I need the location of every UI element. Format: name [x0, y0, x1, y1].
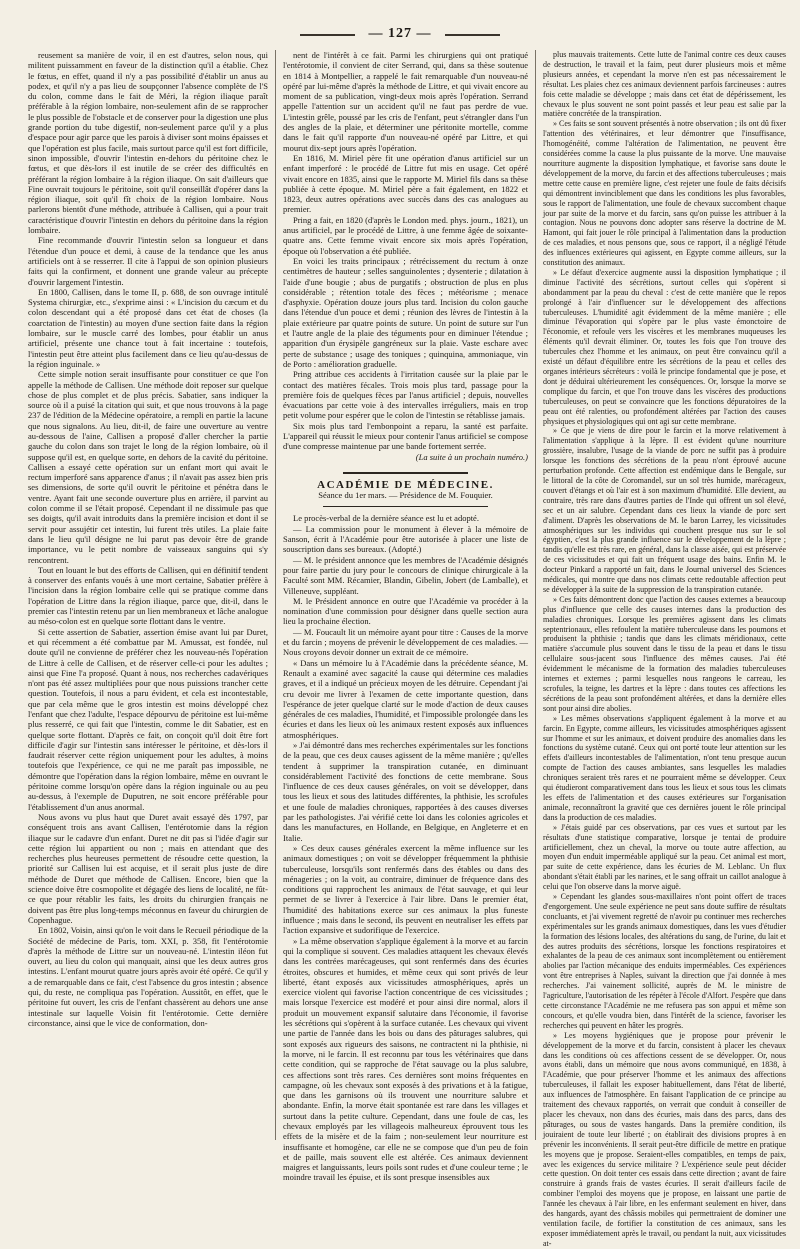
column-divider-1 [275, 50, 276, 1140]
section-title: ACADÉMIE DE MÉDECINE. [317, 478, 494, 491]
paragraph: Le procès-verbal de la dernière séance est lu et adopté. [293, 513, 479, 524]
paragraph: » Les moyens hygiéniques que je propose pour prévenir le développement de la morve et du farcin, consistent à placer les chevaux dans les conditions où ces affections cessent de se développer. Or, nous avons établi, dans un mémoire que nous avons communiqué, en 1838, à l'Académie, que pour préserver l'homme et les animaux des affections tuberculeuses, il fallait les exposer habituellement, dans l'état de liberté, aux influences de l'atmosphère. En faisant l'application de ce principe au traitement des chevaux rapportés, on verrait que conduit à conseiller de placer les chevaux, non dans des écuries, mais dans des parcs, dans des pâturages, ou sous de vastes hangards. Dans la première condition, ils jouiraient de toute leur liberté ; on établirait des divisions propres à en prévenir les inconvénients. Il serait peut-être difficile de mettre en pratique les moyens que je propose. Seraient-elles compatibles, en temps de paix, avec les exigences du service militaire ? L'expérience seule peut décider cette question. On doit tenter ces essais dans cette direction ; avant de faire construire à grands frais de vastes écuries. Il serait d'ailleurs facile de combiner l'emploi des moyens que je propose, en laissant une partie de l'année les chevaux à l'air libre, en les enfermant seulement en hiver, dans des hangards, ayant des châssis mobiles qui permettraient de dominer une ventilation facile, de fortifier la constitution de ces animaux, sans les exposer immédiatement après le travail, ou pendant la nuit, aux vicissitudes at- [543, 1030, 786, 1248]
paragraph: — M. Foucault lit un mémoire ayant pour titre : Causes de la morve et du farcin ; moyens de prévenir le développement de ces maladies. — Nous croyons devoir donner un extrait de ce mémoire. [283, 626, 528, 658]
paragraph: » Le défaut d'exercice augmente aussi la disposition lymphatique ; il diminue l'activité des sécrétions, surtout celles qui s'opèrent si abondamment par la peau du cheval : c'est de cette manière que le repos prolongé à l'air d'influencer sur le développement des affections tuberculeuses. L'humidité agit évidemment de la même manière ; elle diminue l'évaporation qui s'opère par le plus vaste émonctoire de l'économie, et refoule vers les viscères et les membranes muqueuses les éléments qu'il devrait éliminer. Or, toutes les fois que l'on trouve des tubercules chez l'homme et les animaux, on peut être convaincu qu'il a existé un défaut d'équilibre entre les sécrétions de la peau et celles des organes intérieurs sécréteurs : voilà le principe fondamental que je pose, et dont je déduirai ultérieurement les conséquences. Or, lorsque la morve se complique du farcin, et que l'on trouve dans les viscères des productions tuberculeuses, on peut se convaincre que les fonctions dépuratoires de la peau ont été ralenties, ou profondément altérées par l'action des causes physiques et physiologiques qui ont agi sur cette membrane. [543, 267, 786, 426]
column-1 [28, 50, 268, 1140]
paragraph: Pring attribue ces accidents à l'irritation causée sur la plaie par le contact des matières fécales. Trois mois plus tard, passage pour la première fois de quelques fèces par l'anus artificiel ; depuis, nouvelles évacuations par cette voie à des intervalles irréguliers, mais en trop petit volume pour espérer que le colon de l'intestin se rétablisse jamais. [283, 369, 528, 421]
paragraph: Six mois plus tard l'embonpoint a reparu, la santé est parfaite. L'appareil qui réussit le mieux pour contenir l'anus artificiel se compose d'une compresse maintenue par une bande fortement serrée. [283, 420, 528, 452]
column-3 [543, 50, 786, 1248]
paragraph: Nous avons vu plus haut que Duret avait essayé dès 1797, par conséquent trois ans avant Callisen, l'entérotomie dans la région iliaque sur le cadavre d'un enfant. Duret ne dit pas si l'idée d'agir sur cette région lui appartient ou non ; mais en attendant que des recherches plus heureuses permettent de résoudre cette question, la priorité sur Callisen lui est acquise, et il serait plus juste de dire méthode de Duret que méthode de Callisen. Encore, bien que la science doive être cosmopolite et dégagée des liens de localité, ne fût-ce que pour rétablir les faits, les droits du chirurgien français ne doivent pas être plus long-temps méconnus en faveur du chirurgien de Copenhague. [28, 811, 268, 925]
paragraph: Si cette assertion de Sabatier, assertion émise avant lui par Duret, et qui récemment a été combattue par M. Amussat, est fondée, nul doute qu'il ne convienne de préférer chez les nouveau-nés l'opération de Littre à celle de Callisen, et de réserver celle-ci pour les adultes ; ainsi que Fine l'a proposé. Quant à nous, nos recherches cadavériques n'ont pas été assez multipliées pour que nous puissions trancher cette question. Toutefois, il nous a paru évident, et cela est incontestable, que par cela même que le gros intestin est moins développé chez l'enfant que chez l'adulte, l'espace dépourvu de péritoine est lui-même plus resserré, ce qui fait que l'intestin, comme le dit Sabatier, est en quelque sorte flottant. D'après ce fait, on conçoit qu'il doit être fort difficile d'agir sur l'intestin sans intéresser le péritoine, et dès-lors il faudrait réserver cette région uniquement pour les adultes, à moins toutefois que l'expérience, ce qui ne me paraît pas impossible, ne démontre que l'opération dans la région lombaire, même en ouvrant le péritoine comme lorsqu'on opère dans la région inguinale ou au peu au-dessus, à l'exemple de Duputren, ne soit encore préférable pour l'établissement d'un anus anormal. [28, 626, 268, 812]
page-header [0, 20, 800, 46]
paragraph: » Cependant les glandes sous-maxillaires n'ont point offert de traces d'engorgement. Une seule expérience ne peut sans doute suffire de résultats concluants, et j'ai vivement regretté de n'avoir pu continuer mes recherches expérimentales sur les grands animaux domestiques, dans les vues d'étudier la formation des lésions locales, des altérations du sang, de l'urine, du lait et des autres produits des sécrétions, lorsque les fonctions respiratoires et exhalantes de la peau de ces animaux sont incomplètement ou entièrement abolies par l'action mécanique des enduits imperméables. Ces expériences vont être entreprises à Naples, suivant la direction que j'ai donnée à mes recherches. J'ai vainement sollicité, auprès de M. le ministre de l'agriculture, l'autorisation de les répéter à l'école d'Alfort. J'espère que dans cette circonstance l'Académie ne me refusera pas son appui et même son concours, et qu'elle voudra bien, dans l'intérêt de la science, favoriser les recherches qui peuvent en hâter les progrès. [543, 892, 786, 1030]
column-2 [283, 50, 528, 1183]
paragraph: » Ces faits se sont souvent présentés à notre observation ; ils ont dû fixer l'attention des vétérinaires, et leur démontrer que l'insuffisance, l'homogénéité, comme l'altération de l'alimentation, ne peuvent être considérées comme la cause la plus puissante de la morve. Une mauvaise nourriture augmente la disposition lymphatique, et favorise sans doute le développement de la morve, du farcin et des affections tuberculeuses ; mais mettre cette cause en première ligne, c'est rejeter une foule de faits décisifs qui démontrent invinciblement que dans les conditions les plus favorables, sous le rapport de l'alimentation, une foule de chevaux succombent chaque jour par suite de la morve et du farcin, sans qu'on puisse les attribuer à la contagion. Nous ne pouvons donc adopter sans réserve la doctrine de M. Hamont, qui fait jouer le rôle principal à l'alimentation dans la production de ces maladies, et nous pensons que, sous ce rapport, il a négligé l'étude des influences extérieures qui agissent, en Egypte comme ailleurs, sur la constitution des animaux. [543, 119, 786, 268]
paragraph: plus mauvais traitements. Cette lutte de l'animal contre ces deux causes de destruction, le travail et la faim, peut durer plusieurs mois et même plusieurs années, et cependant la morve n'en est pas nécessairement le résultat. Les plaies chez ces animaux deviennent parfois farcineuses : autres fois cette maladie se développe ; mais dans cet état de dépérissement, les chevaux le plus souvent ne sont point passés et leur peau est salie par la matière concrétée de la transpiration. [543, 50, 786, 119]
section-rule-top [343, 472, 468, 474]
paragraph: En 1816, M. Miriel père fit une opération d'anus artificiel sur un enfant imperforé : le procédé de Littre fut mis en usage. Cet opéré vivait encore en 1835, ainsi que le rapporte M. Miriel fils dans sa thèse publiée à cette époque. M. Miriel père a fait également, en 1822 et 1823, deux autres opérations avec succès dans des cas analogues au premier. [283, 152, 528, 215]
header-rule-left [300, 34, 355, 36]
paragraph: « Dans un mémoire lu à l'Académie dans la précédente séance, M. Renault a examiné avec sagacité la cause qui détermine ces maladies graves, et il a indiqué un précieux moyen de les détruire. Cependant j'ai cru devoir me livrer à l'examen de cette importante question, dans l'espérance de jeter quelque clarté sur le mode d'action de deux causes générales de ces maladies, l'humidité, et l'impossible prolongée dans les écuries et dans les lieux où les animaux restent exposés aux influences atmosphériques. [283, 657, 528, 740]
session-line: Séance du 1er mars. — Présidence de M. Fouquier. [318, 490, 493, 501]
paragraph: » Ces faits démontrent donc que l'action des causes externes a beaucoup plus d'influence que celle des causes internes dans la production des maladies chroniques. Lorsque les premières agissent dans les climats septentrionaux, elles refoulent la matière tuberculeuse dans les poumons et produisent la phthisie ; tandis que dans les climats méridionaux, cette matière s'accumule plus souvent dans le tissu de la peau et dans le tissu cellulaire sous-jacent sous l'influence des mêmes causes. J'ai été évidemment le mécanisme de la formation des maladies tuberculeuses internes et externes ; parmi lesquelles nous rangeons le carreau, les scrofules, la teigne, les dartres et la lèpre : dans toutes ces affections les sécrétions de la peau sont profondément altérées, et dans la dernière elles sont pour ainsi dire abolies. [543, 594, 786, 713]
page-number: — 127 — [368, 26, 432, 41]
continuation-note: (La suite à un prochain numéro.) [415, 451, 528, 462]
paragraph: — M. le président annonce que les membres de l'Académie désignés pour faire partie du jury pour le concours de clinique chirurgicale à la Faculté sont MM. Récamier, Blandin, Gibelin, Jobert (de Lamballe), et Villeneuve, suppléant. [283, 554, 528, 596]
paragraph: En 1802, Voisin, ainsi qu'on le voit dans le Recueil périodique de la Société de médecine de Paris, tom. XXI, p. 358, fit l'entérotomie d'après la méthode de Littre sur un nouveau-né. L'intestin iléon fut ouvert, au lieu du colon qui manquait, ainsi que les deux autres gros intestins. L'enfant mourut quatre jours après avoir été opéré. Ce qu'il y a de remarquable dans ce fait, c'est l'absence du gros intestin ; absence qui, du reste, ne compliqua pas l'opération. Aussitôt, en effet, que le péritoine fut ouvert, les cris de l'enfant chassèrent au dehors une anse intestinale sur laquelle Voisin fit l'entérotomie. Cette dernière circonstance, ainsi que le vice de conformation, don- [28, 925, 268, 1028]
paragraph: Pring a fait, en 1820 (d'après le London med. phys. journ., 1821), un anus artificiel, par le procédé de Littre, à une femme âgée de soixante-quatre ans. Cette femme vivait encore six mois après l'opération, époque où l'observation a été publiée. [283, 214, 528, 256]
paragraph: reusement sa manière de voir, il en est d'autres, selon nous, qui militent puissamment en faveur de la distinction qu'il a établie. Chez le fœtus, en effet, quand il n'y a pas possibilité d'établir un anus au podex, et qu'il n'y a pas lieu de soupçonner l'absence complète de l'S du colon, comme dans le fait de Méri, la région iliaque paraît préférable à la région lombaire, non-seulement afin de se rapprocher le plus possible de l'obstacle et de conserver pour la digestion une plus grande portion du tube digestif, non-seulement parce qu'il y a plus d'espace pour agir parce que les parois à diviser sont moins épaisses et que l'opération est plus facile, mais surtout parce qu'il est fort difficile, sinon impossible, d'ouvrir l'intestin en-dehors du péritoine chez le fœtus, et que dès-lors il est inutile de se créer des difficultés en préférant la région lombaire à la région iliaque. On sait d'ailleurs que Fine ouvrait toujours le péritoine, soit qu'il conseillât d'opérer dans la région iliaque, soit qu'il fît choix de la région lombaire. Nous parlerons bientôt d'une méthode, attribuée à Callisen, qui a pour trait caractéristique d'ouvrir l'intestin en dehors du péritoine dans la région lombaire. [28, 50, 268, 236]
paragraph: » La même observation s'applique également à la morve et au farcin qui la complique si souvent. Ces maladies attaquent les chevaux élevés dans les contrées marécageuses, qui sont renfermés dans des écuries étroites, obscures et humides, et même ceux qui sont privés de leur liberté, étant exposés aux vicissitudes atmosphériques, après un exercice violent qui favorise l'action concentrique de ces vicissitudes ; mais lorsque l'exercice est modéré et pour ainsi dire normal, alors il produit un mouvement expansif salutaire dans l'économie, il favorise les sécrétions qui s'opèrent à la surface cutanée. Les chevaux qui vivent une partie de l'année dans les bois ou dans des pâturages salubres, qui sont exposés aux rigueurs des saisons, ne contractent ni la phthisie, ni la morve, ni le farcin. Il est reconnu par tous les vétérinaires que dans cette condition, qui se rapproche de l'état sauvage ou la plus salubre, ces affections sont très rares. Ces dernières sont moins fréquentes en campagne, où les chevaux sont exposés à des privations et à la fatigue, que dans les garnisons où ils trouvent une nourriture salubre et abondante. Enfin, la morve était spontanée est rare dans les villages et surtout dans la petite culture. Cependant, dans une foule de cas, les chevaux employés par les villageois malheureux éprouvent tous les effets de la misère et de la faim ; non-seulement leur nourriture est insuffisante et homogène, car elle ne se compose que d'un peu de foin et de paille, mais souvent elle est altérée. Ces animaux deviennent maigres et languissants, leurs poils sont rudes et d'une couleur terne ; le moindre travail les épuise, et ils sont presque insensibles aux [283, 935, 528, 1183]
column-divider-2 [535, 50, 536, 1140]
paragraph: En voici les traits principaux ; rétrécissement du rectum à onze centimètres de hauteur ; selles sanguinolentes ; dysenterie ; dilatation à l'aide d'une bougie ; abus de purgatifs ; obstruction de plus en plus considérable ; rétention totale des fèces ; météorisme ; menace d'asphyxie. Opération douze jours plus tard. Incision du colon gauche dans l'étendue d'un pouce et demi ; réunion des lèvres de l'intestin à la plaie extérieure par quatre points de suture. Un point de suture sur l'un et l'autre angle de la plaie des téguments pour en diminuer l'étendue ; apparition d'un érysipèle gangréneux sur la plaie. Vaste eschare avec perte de substance ; usage des toniques ; quinquina, ammoniaque, vin de Porto : amélioration graduelle. [283, 255, 528, 369]
paragraph: M. le Président annonce en outre que l'Académie va procéder à la nomination d'une commission pour désigner dans quelle section aura lieu la prochaine élection. [283, 595, 528, 627]
paragraph: En 1800, Callisen, dans le tome II, p. 688, de son ouvrage intitulé Systema chirurgiæ, etc., s'exprime ainsi : « L'incision du cæcum et du colon descendant qui a été proposé dans cet état de choses (la coarctation de l'intestin) au moyen d'une section faite dans la région lombaire, sur le muscle carré des lombes, pour établir un anus artificiel, présente une chance tout à fait incertaine : toutefois, l'intestin peut être atteint plus facilement dans ce lieu qu'au-dessus de la région inguinale. » [28, 286, 268, 369]
header-rule-right [445, 34, 500, 36]
paragraph: — La commission pour le monument à élever à la mémoire de Sanson, écrit à l'Académie pour être autorisée à placer une liste de souscription dans ses bureaux. (Adopté.) [283, 523, 528, 555]
paragraph: » Ces deux causes générales exercent la même influence sur les animaux domestiques ; on voit se développer fréquemment la phthisie tuberculeuse, lorsqu'ils sont renfermés dans des étables ou dans des ménageries ; on la voit, au contraire, diminuer de fréquence dans des conditions qui rapprochent les animaux de l'état sauvage, et qui leur permet de se livrer à l'exercice à l'air libre. Dans le premier état, l'humidité des habitations exerce sur ces animaux la plus funeste influence ; mais dans le second, ils peuvent en neutraliser les effets par l'action expansive et sudorifique de l'exercice. [283, 842, 528, 936]
paragraph: » Ce que je viens de dire pour le farcin et la morve relativement à l'alimentation s'applique à la lèpre. Il est évident qu'une nourriture grossière, insalubre, l'usage de la viande de porc ne suffit pas à produire lorsque les fonctions des sécrétions de la peau n'ont éprouvé aucune perturbation profonde. Cette affection est endémique dans le Bengale, sur le littoral de la côte de Coromandel, sur un sol très humide, marécageux, couvert d'étangs et où l'air est à son maximum d'humidité. Elle devient, au contraire, très rare dans d'autres parties de l'Inde qui offrent un sol élevé, sec et un air salubre. Cependant dans ces lieux la viande de porc sert d'aliment. D'après les observations de M. le baron Larrey, les vicissitudes atmosphériques sur les individus qui couchent presque nus sur le sol égyptien, c'est la plus grande influence sur le développement de la lèpre ; tandis qu'elle est très rare, en général, dans la classe aisée, qui est préservée de ces vicissitudes et qui fait un fréquent usage des bains. Enfin M. le docteur Pinkard a rapporté un fait, dans le Journal universel des Sciences médicales, qui montre que dans nos climats cette redoutable affection peut se développer à la suite de la suppression de la transpiration cutanée. [543, 426, 786, 594]
paragraph: Fine recommande d'ouvrir l'intestin selon sa longueur et dans l'étendue d'un pouce et demi, à cause de la tendance que les anus artificiels ont à se resserrer. Il cite à l'appui de son opinion plusieurs faits qui la confirment, et donnent une grande valeur au précepte d'ouvrir largement l'intestin. [28, 235, 268, 287]
paragraph: » J'ai démontré dans mes recherches expérimentales sur les fonctions de la peau, que ces deux causes agissent de la même manière ; qu'elles tendent à supprimer la transpiration cutanée, en diminuant considérablement l'activité des fonctions de cette membrane. Sous l'influence de ces deux causes générales, on voit se développer, dans tous les lieux et sous des latitudes différentes, la phthisie, les scrofules et une foule de maladies chroniques, rapportées à des causes diverses par les pathologistes. J'ai vérifié cette loi dans les colonies agricoles et dans les manufactures, en Hollande, en Belgique, en Angleterre et en Italie. [283, 740, 528, 843]
paragraph: Tout en louant le but des efforts de Callisen, qui en définitif tendent à conserver des enfants voués à une mort certaine, Sabatier préfère à l'incision dans la région lombaire celle qui se pratique comme dans l'opération de Littre dans la région iliaque, parce que, dit-il, dans le premier cas l'intestin retenu par un lien membraneux et lâche analogue au méso-colon est en quelque sorte flottant dans le ventre. [28, 564, 268, 627]
paragraph: nent de l'intérêt à ce fait. Parmi les chirurgiens qui ont pratiqué l'entérotomie, il convient de citer Serrand, qui, dans sa thèse soutenue en 1814 à Montpellier, a rappelé le fait remarquable d'un nouveau-né opéré par lui-même d'après la méthode de Littre, et qui vivait encore au moment de sa publication, vingt-deux mois après l'opération. Serrand appelle l'attention sur un accident qu'il ne faut pas perdre de vue. L'intestin grêle, poussé par les cris de l'enfant, peut s'étrangler dans l'un des angles de la plaie, et déterminer une péritonite mortelle, comme dans le fait qu'il rapporte d'un nouveau-né opéré par Littre, et qui mourut dix-sept jours après l'opération. [283, 50, 528, 153]
paragraph: » J'étais guidé par ces observations, par ces vues et surtout par les résultats d'une statistique comparative, lorsque je tentai de produire artificiellement, chez un cheval, la morve ou toute autre affection, au moyen d'un enduit imperméable appliqué sur la peau. Cet animal est mort, par suite de cette expérience, dans les écuries de M. Leblanc. Un flux abondant s'était établi par les narines, et le sang offrait un caillot analogue à celui que l'on observe dans la morve aiguë. [543, 822, 786, 892]
section-rule-bottom [323, 506, 488, 507]
paragraph: » Les mêmes observations s'appliquent également à la morve et au farcin. En Egypte, comme ailleurs, les vicissitudes atmosphériques agissent sur l'homme et sur les animaux, et doivent produire des anomalies dans les fonctions du système cutané. Ceux qui ont porté toute leur attention sur les effets d'ailleurs incontestables de l'alimentation, n'ont tenu presque aucun compte de l'action des causes ambiantes, sans lesquelles les maladies chroniques seraient très rares et ne pourraient même se développer. Ceux qui étudieront comparativement dans tous les lieux et sous tous les climats les effets de l'alimentation et des causes extérieures sur l'organisation animale, reconnaîtront la gravité que ces dernières jouent le rôle principal dans la production de ces maladies. [543, 713, 786, 822]
paragraph: Cette simple notion serait insuffisante pour constituer ce que l'on appelle la méthode de Callisen. Une méthode doit reposer sur quelque chose de plus complet et de plus précis. Sabatier, sans indiquer la source où il a puisé la citation qui suit, et que nous trouvons à la page 237 de l'édition de la Médecine opératoire, a rempli en partie la lacune que nous signalons. Au lieu, dit-il, de faire une ouverture au ventre au-dessous de l'aine, Callisen a proposé d'aller chercher la partie gauche du colon dans son trajet le long de la région lombaire, où il suppose qu'il est, en quelque sorte, en dehors de la cavité du péritoine. Callisen a essayé cette opération sur un enfant mort qui avait le rectum imperforé sans apparence d'anus ; il n'avait pas assez bien pris ses dimensions, de sorte qu'il ouvrit le péritoine et pénétra dans le ventre. Ayant fait une seconde ouverture plus en arrière, il parvint au colon comme il se l'était proposé. Cependant il ne dissimule pas que ses doigts, qu'il avait introduits dans la première incision et dont il se servit pour assujétir cet intestin, lui furent très utiles. La plaie faite dans le lieu qu'il désigne ne lui parut pas devoir être de grande importance, vu le petit nombre de vaisseaux sanguins qui s'y rencontrent. [28, 369, 268, 565]
